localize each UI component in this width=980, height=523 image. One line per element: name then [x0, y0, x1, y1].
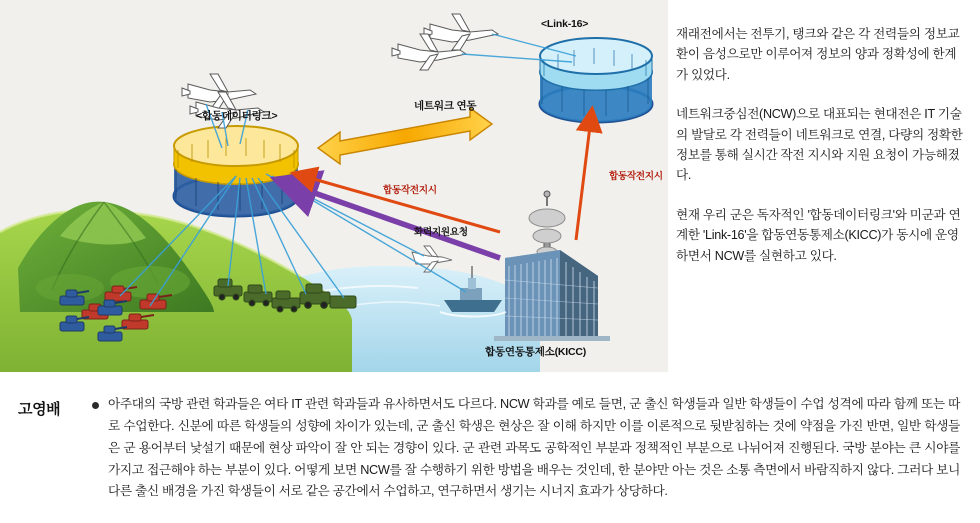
description-column: [676, 24, 968, 266]
interview-body-text: 아주대의 국방 관련 학과들은 여타 IT 관련 학과들과 유사하면서도 다르다. NCW 학과를 예로 들면, 군 출신 학생들과 일반 학생들이 수업 성격에 따라 함께 또는 따로 수업한다. 신분에 따른 학생들의 성향에 차이가 있는데, 군 출신 학생은 현상은 잘 이해 하지만 이를 이론적으로 뒷받침하는 것에 약점을 가진 반면, 일반 학생들은 군 용어부터 낯설기 때문에 현상 파악이 잘 안 되는 경향이 있다. 군 관련 과목도 공학적인 부분과 정책적인 부분으로 나뉘어져 진행된다. 국방 분야는 큰 시야를 가지고 접근해야 하는 부분이 있다. 어떻게 보면 NCW를 잘 수행하기 위한 방법을 배우는 것인데, 한 분야만 아는 것은 소통 측면에서 바람직하지 않다. 그러다 보니 다른 출신 배경을 가진 학생들이 서로 같은 공간에서 수업하고, 연구하면서 생기는 시너지 효과가 상당하다.: [108, 397, 960, 499]
description-paragraph-3: 현재 우리 군은 독자적인 '합동데이터링크'와 미군과 연계한 'Link-16'을 합동연동통제소(KICC)가 동시에 운영하면서 NCW를 실현하고 있다.: [676, 207, 961, 263]
label-link16: <Link-16>: [541, 18, 589, 30]
diagram-canvas: [0, 0, 668, 372]
label-kicc: 합동연동통제소(KICC): [485, 346, 587, 358]
description-paragraph-2: 네트워크중심전(NCW)으로 대표되는 현대전은 IT 기술의 발달로 각 전력들이 네트워크로 연결, 다량의 정확한 정보를 통해 실시간 작전 지시와 지원 요청이 가능해졌다.: [676, 107, 963, 183]
bullet-icon: [92, 402, 99, 409]
label-joint-datalink: <합동데이터링크>: [196, 110, 278, 122]
interview-block: [0, 384, 980, 523]
label-network-link: 네트워크 연동: [414, 100, 477, 112]
label-joint-operation-order-left: 합동작전지시: [383, 185, 437, 196]
description-paragraph-1: 재래전에서는 전투기, 탱크와 같은 각 전력들의 정보교환이 음성으로만 이루어져 정보의 양과 정확성에 한계가 있었다.: [676, 27, 960, 82]
label-fire-support-request: 화력지원요청: [414, 227, 468, 238]
speaker-name: 고영배: [18, 401, 61, 418]
ncw-concept-diagram: [0, 0, 668, 372]
label-joint-operation-order-up: 합동작전지시: [609, 171, 663, 182]
joint-datalink-ring: [174, 126, 298, 216]
